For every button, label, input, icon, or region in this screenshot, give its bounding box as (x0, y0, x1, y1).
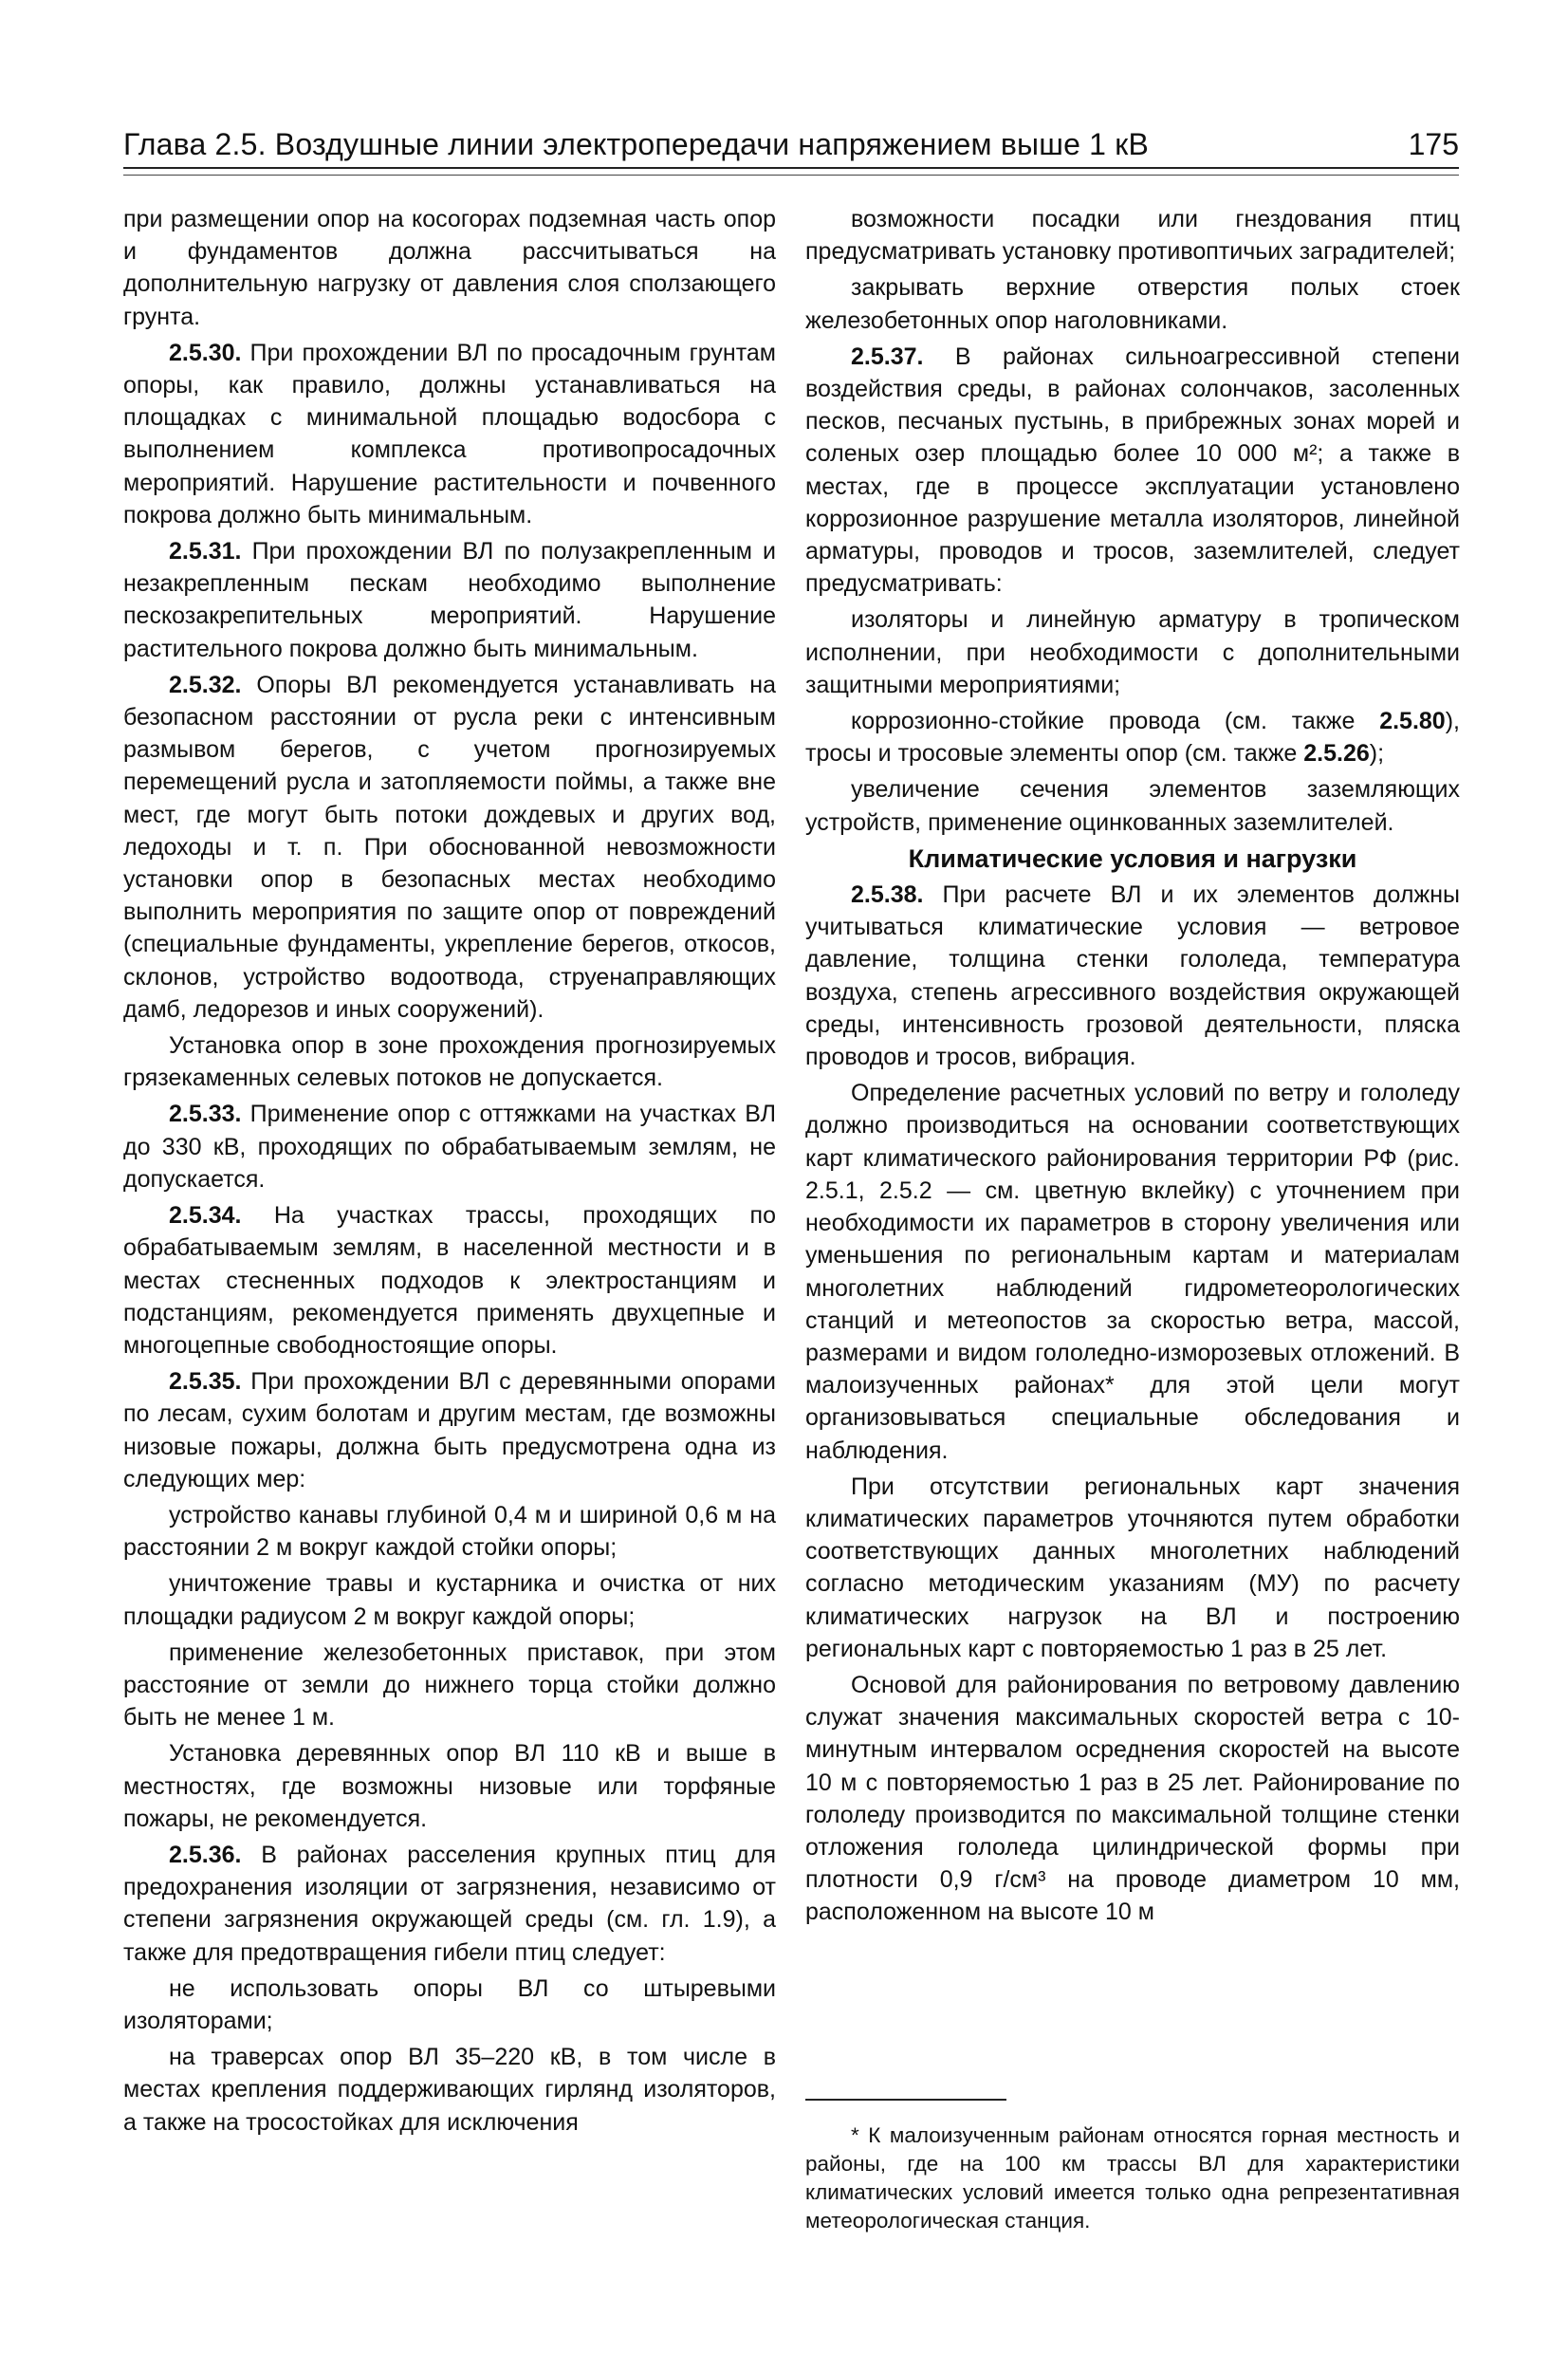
page-number: 175 (1408, 127, 1459, 161)
paragraph: Установка деревянных опор ВЛ 110 кВ и выше в местностях, где возможны низовые или торфяные пожары, не рекомендуется. (123, 1740, 776, 1832)
paragraph: При отсутствии региональных карт значения климатических параметров уточняются путем обработки соответствующих данных многолетних наблюдений согласно методическим указаниям (МУ) по расчету климатических нагрузок на ВЛ и построению региональных карт с повторяемостью 1 раз в 25 лет. (805, 1473, 1460, 1662)
clause-2-5-31: 2.5.31. При прохождении ВЛ по полузакрепленным и незакрепленным пескам необходимо выполнение пескозакрепительных мероприятий. Нарушение растительного покрова должно быть минимальным. (123, 538, 776, 662)
clause-number: 2.5.37. (851, 343, 924, 370)
chapter-title: Глава 2.5. Воздушные линии электропередачи напряжением выше 1 кВ (123, 127, 1150, 161)
cross-reference: 2.5.80 (1379, 708, 1446, 735)
clause-2-5-38: 2.5.38. При расчете ВЛ и их элементов должны учитываться климатические условия — ветровое давление, толщина стенки гололеда, температура воздуха, степень агрессивного воздействия окружающей среды, интенсивность грозовой деятельности, пляска проводов и тросов, вибрация. (805, 881, 1460, 1071)
list-item: возможности посадки или гнездования птиц предусматривать установку противоптичьих заградителей; (805, 206, 1460, 266)
running-header (123, 121, 1459, 169)
clause-2-5-34: 2.5.34. На участках трассы, проходящих по обрабатываемым землям, в населенной местности и в местах стесненных подходов к электростанциям и подстанциям, рекомендуется применять двухцепные и многоцепные свободностоящие опоры. (123, 1202, 776, 1359)
list-item: закрывать верхние отверстия полых стоек железобетонных опор наголовниками. (805, 274, 1460, 334)
clause-number: 2.5.35. (169, 1368, 242, 1396)
paragraph: при размещении опор на косогорах подземная часть опор и фундаментов должна рассчитываться на дополнительную нагрузку от давления слоя сползающего грунта. (123, 206, 776, 330)
clause-number: 2.5.38. (851, 881, 924, 909)
clause-2-5-36: 2.5.36. В районах расселения крупных птиц для предохранения изоляции от загрязнения, независимо от степени загрязнения окружающей среды (см. гл. 1.9), а также для предотвращения гибели птиц следует: (123, 1841, 776, 1966)
list-item: изоляторы и линейную арматуру в тропическом исполнении, при необходимости с дополнительными защитными мероприятиями; (805, 606, 1460, 698)
clause-number: 2.5.32. (169, 671, 242, 698)
right-column (805, 203, 1460, 1933)
left-column (123, 203, 776, 2142)
list-item: на траверсах опор ВЛ 35–220 кВ, в том числе в местах крепления поддерживающих гирлянд изоляторов, а также на тросостойках для исключения (123, 2044, 776, 2136)
clause-2-5-35: 2.5.35. При прохождении ВЛ с деревянными опорами по лесам, сухим болотам и другим местам, где возможны низовые пожары, должна быть предусмотрена одна из следующих мер: (123, 1368, 776, 1492)
footnote-rule (805, 2099, 1006, 2101)
footnote-text: * К малоизученным районам относятся горная местность и районы, где на 100 км трассы ВЛ для характеристики климатических условий имеется только одна репрезентативная метеорологическая станция. (805, 2123, 1460, 2233)
header-rule (123, 175, 1459, 176)
section-heading: Климатические условия и нагрузки (908, 843, 1357, 873)
clause-number: 2.5.36. (169, 1841, 242, 1868)
paragraph: Установка опор в зоне прохождения прогнозируемых грязекаменных селевых потоков не допускается. (123, 1032, 776, 1092)
clause-number: 2.5.34. (169, 1202, 242, 1230)
footnote (805, 2121, 1460, 2235)
list-item: уничтожение травы и кустарника и очистка от них площадки радиусом 2 м вокруг каждой опоры; (123, 1570, 776, 1630)
list-item: применение железобетонных приставок, при этом расстояние от земли до нижнего торца стойки должно быть не менее 1 м. (123, 1639, 776, 1732)
paragraph: Определение расчетных условий по ветру и гололеду должно производиться на основании соответствующих карт климатического районирования территории РФ (рис. 2.5.1, 2.5.2 — см. цветную вклейку) с уточнением при необходимости их параметров в сторону увеличения или уменьшения по региональным картам и материалам многолетних наблюдений гидрометеорологических станций и метеопостов за скоростью ветра, массой, размерами и видом гололедно-изморозевых отложений. В малоизученных районах* для этой цели могут организовываться специальные обследования и наблюдения. (805, 1080, 1460, 1464)
cross-reference: 2.5.26 (1303, 740, 1370, 768)
clause-number: 2.5.31. (169, 538, 242, 565)
list-item: увеличение сечения элементов заземляющих устройств, применение оцинкованных заземлителей. (805, 776, 1460, 836)
list-item: устройство канавы глубиной 0,4 м и шириной 0,6 м на расстоянии 2 м вокруг каждой стойки опоры; (123, 1501, 776, 1562)
clause-2-5-32: 2.5.32. Опоры ВЛ рекомендуется устанавливать на безопасном расстоянии от русла реки с интенсивным размывом берегов, с учетом прогнозируемых перемещений русла и затопляемости поймы, а также вне мест, где могут быть потоки дождевых и других вод, ледоходы и т. п. При обоснованной невозможности установки опор в безопасных местах необходимо выполнить мероприятия по защите опор от повреждений (специальные фундаменты, укрепление берегов, откосов, склонов, устройство водоотвода, струенаправляющих дамб, ледорезов и иных сооружений). (123, 671, 776, 1023)
clause-2-5-33: 2.5.33. Применение опор с оттяжками на участках ВЛ до 330 кВ, проходящих по обрабатываемым землям, не допускается. (123, 1101, 776, 1193)
clause-2-5-37: 2.5.37. В районах сильноагрессивной степени воздействия среды, в районах солончаков, засоленных песков, песчаных пустынь, в прибрежных зонах морей и соленых озер площадью более 10 000 м²; а также в местах, где в процессе эксплуатации установлено коррозионное разрушение металла изоляторов, линейной арматуры, проводов и тросов, заземлителей, следует предусматривать: (805, 343, 1460, 598)
clause-number: 2.5.33. (169, 1101, 242, 1128)
clause-number: 2.5.30. (169, 339, 242, 366)
list-item: не использовать опоры ВЛ со штыревыми изоляторами; (123, 1974, 776, 2034)
list-item: коррозионно-стойкие провода (см. также 2.5.80), тросы и тросовые элементы опор (см. также 2.5.26); (805, 708, 1460, 768)
paragraph: Основой для районирования по ветровому давлению служат значения максимальных скоростей ветра с 10-минутным интервалом осреднения скоростей на высоте 10 м с повторяемостью 1 раз в 25 лет. Районирование по гололеду производится по максимальной толщине стенки отложения гололеда цилиндрической формы при плотности 0,9 г/см³ на проводе диаметром 10 мм, расположенном на высоте 10 м (805, 1671, 1460, 1926)
clause-2-5-30: 2.5.30. При прохождении ВЛ по просадочным грунтам опоры, как правило, должны устанавливаться на площадках с минимальной площадью водосбора с выполнением комплекса противопросадочных мероприятий. Нарушение растительности и почвенного покрова должно быть минимальным. (123, 339, 776, 528)
